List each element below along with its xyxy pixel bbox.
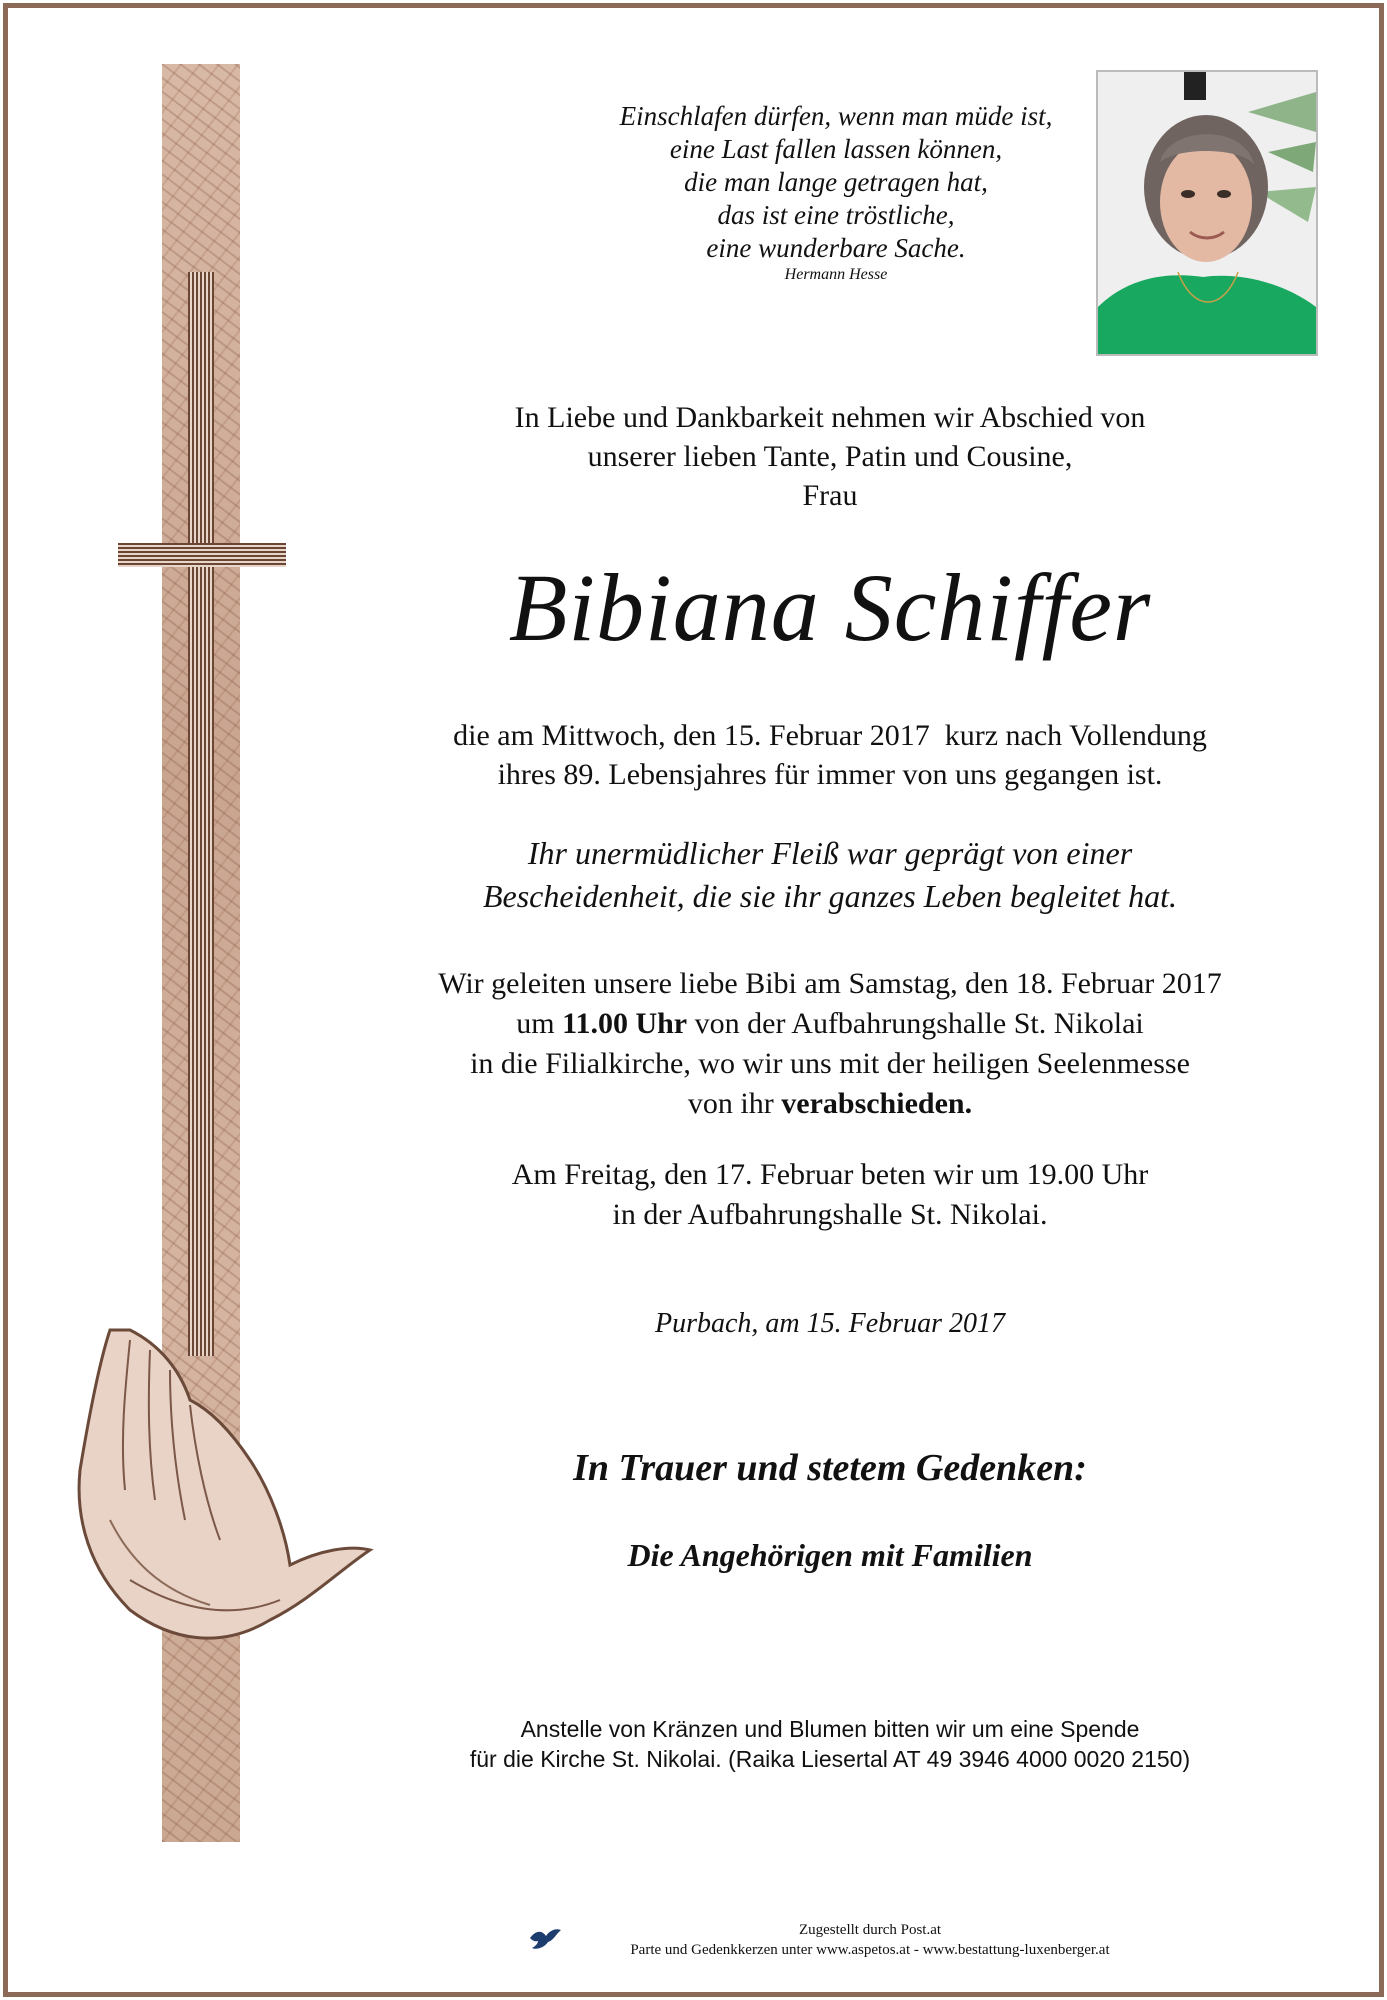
tribute-line: Ihr unermüdlicher Fleiß war geprägt von einer (527, 835, 1133, 871)
intro-line: unserer lieben Tante, Patin und Cousine, (587, 440, 1073, 473)
quote-line: das ist eine tröstliche, (717, 200, 955, 230)
funeral-text: um (516, 1007, 563, 1040)
cross-vertical-bar (188, 272, 214, 1356)
prayer-details (330, 1155, 1330, 1235)
family-signature: Die Angehörigen mit Familien (627, 1537, 1033, 1573)
donation-line: für die Kirche St. Nikolai. (Raika Liesertal AT 49 3946 4000 0020 2150) (469, 1746, 1191, 1772)
intro-line: In Liebe und Dankbarkeit nehmen wir Abschied von (514, 401, 1146, 434)
mourning-heading: In Trauer und stetem Gedenken: (573, 1447, 1087, 1489)
quote-line: eine wunderbare Sache. (706, 233, 966, 263)
footer (540, 1920, 1200, 1960)
death-notice (330, 716, 1330, 794)
death-line: ihres 89. Lebensjahres für immer von uns gegangen ist. (497, 758, 1163, 791)
prayer-line: Am Freitag, den 17. Februar beten wir um 19.00 Uhr (511, 1158, 1149, 1191)
footer-line: Parte und Gedenkkerzen unter www.aspetos.at - www.bestattung-luxenberger.at (630, 1942, 1110, 1958)
funeral-time: 11.00 Uhr (562, 1007, 688, 1040)
funeral-line: Wir geleiten unsere liebe Bibi am Samstag, den 18. Februar 2017 (438, 967, 1222, 1000)
footer-line: Zugestellt durch Post.at (798, 1922, 942, 1938)
cross-horizontal-bar (118, 543, 286, 567)
quote-line: eine Last fallen lassen können, (669, 134, 1003, 164)
tribute-text (330, 832, 1330, 918)
death-line: die am Mittwoch, den 15. Februar 2017 kurz nach Vollendung (453, 719, 1207, 752)
funeral-emphasis: verabschieden. (781, 1087, 973, 1120)
funeral-line (330, 1004, 1330, 1044)
tribute-line: Bescheidenheit, die sie ihr ganzes Leben begleitet hat. (482, 878, 1178, 914)
funeral-text: von ihr (687, 1087, 782, 1120)
funeral-text: von der Aufbahrungshalle St. Nikolai (687, 1007, 1144, 1040)
prayer-line: in der Aufbahrungshalle St. Nikolai. (612, 1198, 1048, 1231)
hesse-quote (556, 100, 1116, 285)
funeral-line (330, 1084, 1330, 1124)
place-and-date: Purbach, am 15. Februar 2017 (655, 1308, 1005, 1339)
quote-line: Einschlafen dürfen, wenn man müde ist, (619, 101, 1053, 131)
intro-line: Frau (802, 479, 858, 512)
intro-text (330, 398, 1330, 515)
quote-line: die man lange getragen hat, (684, 167, 988, 197)
donation-line: Anstelle von Kränzen und Blumen bitten wir um eine Spende (520, 1716, 1140, 1742)
quote-author: Hermann Hesse (784, 266, 888, 283)
funeral-details (330, 964, 1330, 1124)
portrait-photo (1096, 70, 1318, 356)
deceased-name: Bibiana Schiffer (508, 554, 1152, 661)
funeral-line: in die Filialkirche, wo wir uns mit der heiligen Seelenmesse (470, 1047, 1190, 1080)
praying-hands-icon (70, 1320, 390, 1680)
donation-note (330, 1714, 1330, 1774)
